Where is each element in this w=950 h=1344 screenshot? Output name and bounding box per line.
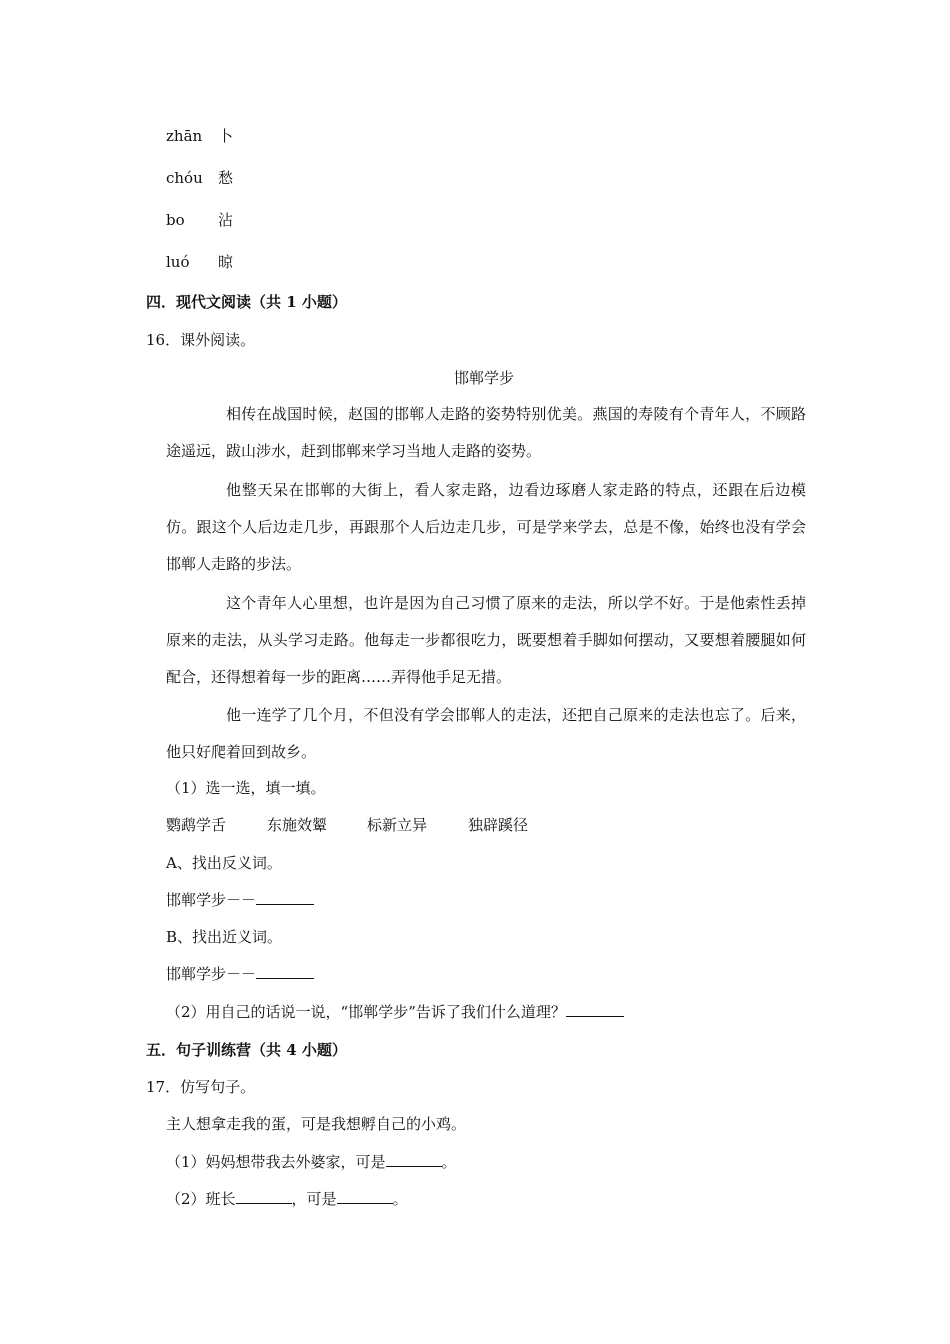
fill-in-end: 。 (441, 1153, 457, 1171)
sub-question: （1）选一选，填一填。 (166, 779, 326, 797)
story-paragraph: 相传在战国时候，赵国的邯郸人走路的姿势特别优美。燕国的寿陵有个青年人，不顾路途遥远，跋山涉水，赶到邯郸来学习当地人走路的姿势。 (166, 405, 806, 460)
story-paragraph: 他整天呆在邯郸的大街上，看人家走路，边看边琢磨人家走路的特点，还跟在后边模仿。跟这个人后边走几步，再跟那个人后边走几步，可是学来学去，总是不像，始终也没有学会邯郸人走路的步法。 (166, 481, 806, 573)
part-a-label: A、找出反义词。 (166, 854, 282, 872)
fill-in-prompt: （1）妈妈想带我去外婆家，可是 (166, 1153, 386, 1171)
character-text: 卜 (218, 127, 234, 145)
character-text: 沾 (218, 211, 234, 229)
fill-in-mid: ，可是 (291, 1190, 337, 1208)
answer-blank[interactable] (566, 1002, 624, 1017)
part-b-line (166, 964, 314, 984)
word-option: 标新立异 (367, 816, 428, 834)
answer-blank[interactable] (256, 890, 314, 905)
character-text: 愁 (218, 169, 234, 187)
part-b-prompt: 邯郸学步－－ (166, 965, 257, 983)
character-text: 晾 (218, 253, 234, 271)
word-option: 东施效颦 (267, 816, 328, 834)
word-option: 鹦鹉学舌 (166, 816, 227, 834)
pinyin-text: zhān (166, 127, 203, 145)
answer-blank[interactable] (337, 1189, 393, 1204)
story-paragraph: 他一连学了几个月，不但没有学会邯郸人的走法，还把自己原来的走法也忘了。后来，他只好爬着回到故乡。 (166, 706, 806, 761)
section-heading: 四．现代文阅读（共 1 小题） (146, 293, 347, 311)
story-paragraph: 这个青年人心里想，也许是因为自己习惯了原来的走法，所以学不好。于是他索性丢掉原来的走法，从头学习走路。他每走一步都很吃力，既要想着手脚如何摆动，又要想着腰腿如何配合，还得想着每一步的距离……弄得他手足无措。 (166, 594, 806, 686)
section-heading: 五．句子训练营（共 4 小题） (146, 1041, 347, 1059)
sub-question (166, 1002, 624, 1022)
pinyin-text: luó (166, 253, 190, 271)
fill-in-item (166, 1189, 408, 1209)
word-options (166, 815, 529, 835)
fill-in-end: 。 (392, 1190, 408, 1208)
part-a-prompt: 邯郸学步－－ (166, 891, 257, 909)
part-b-label: B、找出近义词。 (166, 928, 283, 946)
answer-blank[interactable] (256, 964, 314, 979)
fill-in-prompt: （2）班长 (166, 1190, 236, 1208)
part-a-line (166, 890, 314, 910)
answer-blank[interactable] (236, 1189, 292, 1204)
pinyin-text: chóu (166, 169, 203, 187)
word-option: 独辟蹊径 (468, 816, 529, 834)
fill-in-item (166, 1152, 457, 1172)
story-title: 邯郸学步 (454, 369, 515, 387)
pinyin-text: bo (166, 211, 185, 229)
sub-question-text: （2）用自己的话说一说，“邯郸学步”告诉了我们什么道理？ (166, 1003, 566, 1021)
answer-blank[interactable] (386, 1152, 442, 1167)
example-sentence: 主人想拿走我的蛋，可是我想孵自己的小鸡。 (166, 1115, 467, 1133)
question-label: 17．仿写句子。 (146, 1078, 256, 1096)
question-label: 16．课外阅读。 (146, 331, 256, 349)
